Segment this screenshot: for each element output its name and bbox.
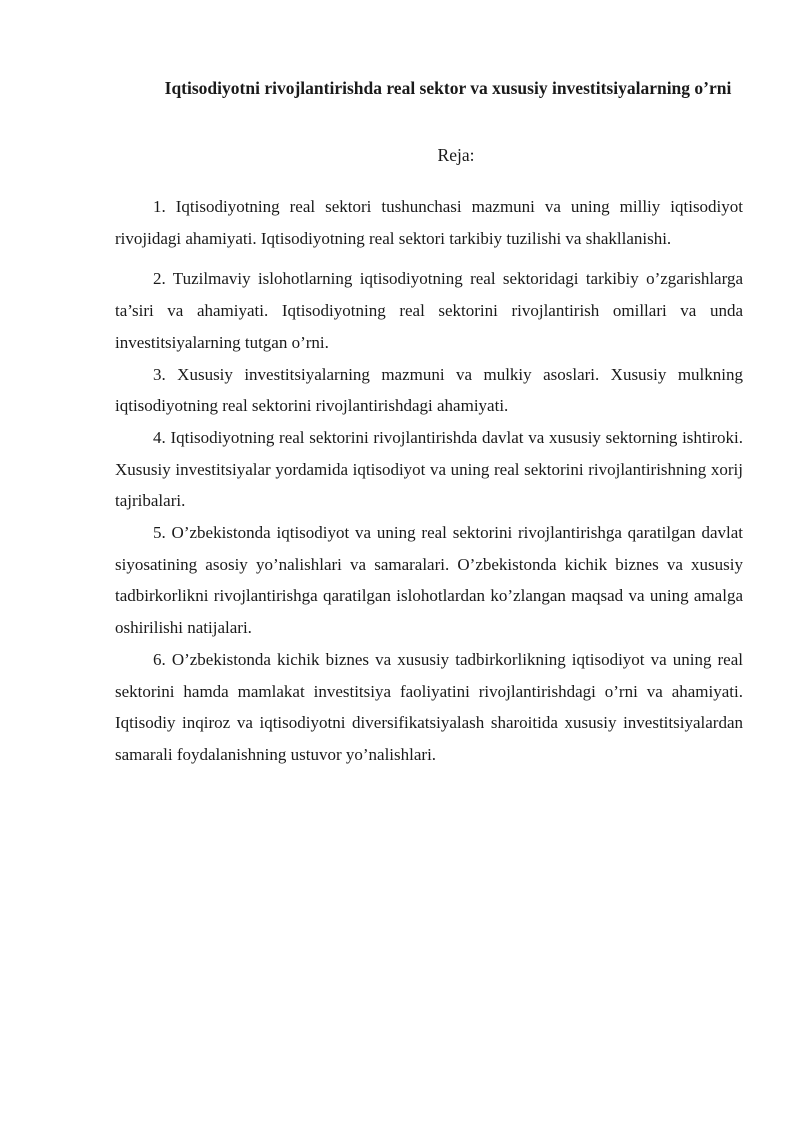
plan-item-5: 5. O’zbekistonda iqtisodiyot va uning real sektorini rivojlantirishga qaratilgan davlat siyosatining asosiy yo’nalishlari va samaralari. O’zbekistonda kichik biznes va xususiy tadbirkorlikni rivojlantirishga qaratilgan islohotlardan ko’zlangan maqsad va uning amalga oshirilishi natijalari. <box>115 523 743 638</box>
plan-item-3: 3. Xususiy investitsiyalarning mazmuni va mulkiy asoslari. Xususiy mulkning iqtisodiyotning real sektorini rivojlantirishdagi ahamiyati. <box>115 364 743 416</box>
plan-item-1: 1. Iqtisodiyotning real sektori tushunchasi mazmuni va uning milliy iqtisodiyot rivojidagi ahamiyati. Iqtisodiyotning real sektori tarkibiy tuzilishi va shakllanishi. <box>115 197 743 248</box>
plan-item-6: 6. O’zbekistonda kichik biznes va xususiy tadbirkorlikning iqtisodiyot va uning real sektorini hamda mamlakat investitsiya faoliyatini rivojlantirishdagi o’rni va ahamiyati. Iqtisodiy inqiroz va iqtisodiyotni diversifikatsiyalash sharoitida xususiy investitsiyalardan samarali foydalanishning ustuvor yo’nalishlari. <box>115 649 743 764</box>
plan-item-4: 4. Iqtisodiyotning real sektorini rivojlantirishda davlat va xususiy sektorning ishtiroki. Xususiy investitsiyalar yordamida iqtisodiyot va uning real sektorini rivojlantirishning xorij tajribalari. <box>115 427 743 511</box>
plan-list <box>115 191 743 771</box>
plan-heading: Reja: <box>437 145 475 165</box>
plan-item-2: 2. Tuzilmaviy islohotlarning iqtisodiyotning real sektoridagi tarkibiy o’zgarishlarga ta’siri va ahamiyati. Iqtisodiyotning real sektorini rivojlantirish omillari va unda investitsiyalarning tutgan o’rni. <box>115 269 743 352</box>
document-title: Iqtisodiyotni rivojlantirishda real sektor va xususiy investitsiyalarning o’rni <box>164 78 732 98</box>
